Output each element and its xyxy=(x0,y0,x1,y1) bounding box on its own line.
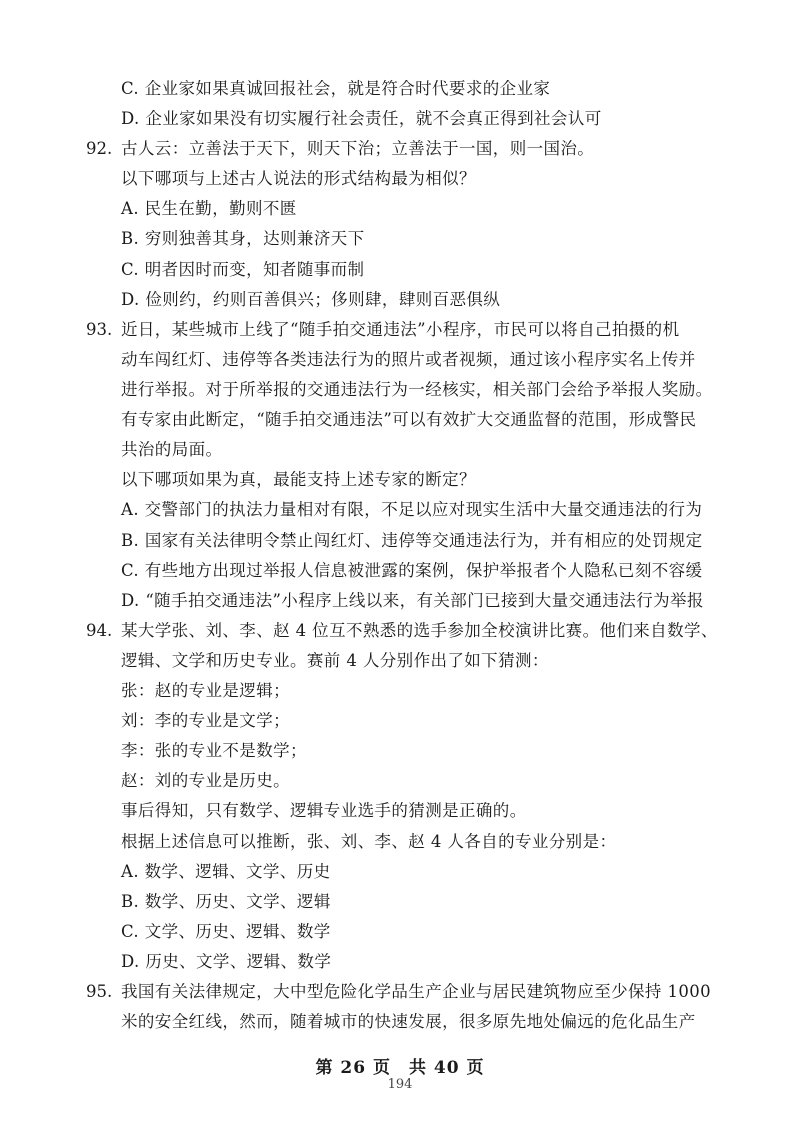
q94-condition: 事后得知，只有数学、逻辑专业选手的猜测是正确的。 xyxy=(121,801,527,820)
q93-question: 以下哪项如果为真，最能支持上述专家的断定？ xyxy=(121,470,476,489)
q94-guess-li: 李：张的专业不是数学； xyxy=(121,741,307,760)
q92-option-c: C. 明者因时而变，知者随事而制 xyxy=(121,260,365,279)
q94-guess-liu: 刘：李的专业是文学； xyxy=(121,711,290,730)
q93-stem-line: 共治的局面。 xyxy=(121,440,223,459)
q92-stem: 古人云：立善法于天下，则天下治；立善法于一国，则一国治。 xyxy=(121,139,595,158)
q93-option-a: A. 交警部门的执法力量相对有限，不足以应对现实生活中大量交通违法的行为 xyxy=(121,500,703,519)
q94-guess-zhao: 赵：刘的专业是历史。 xyxy=(121,771,290,790)
q94-stem-line: 某大学张、刘、李、赵 4 位互不熟悉的选手参加全校演讲比赛。他们来自数学、 xyxy=(121,621,718,640)
q91-option-d: D. 企业家如果没有切实履行社会责任，就不会真正得到社会认可 xyxy=(121,109,602,128)
q91-option-c: C. 企业家如果真诚回报社会，就是符合时代要求的企业家 xyxy=(121,79,551,98)
q93-option-b: B. 国家有关法律明令禁止闯红灯、违停等交通违法行为，并有相应的处罚规定 xyxy=(121,531,703,550)
page-label: 第 26 页 共 40 页 xyxy=(315,1058,485,1078)
q94-option-c: C. 文学、历史、逻辑、数学 xyxy=(121,922,331,941)
q93-option-d: D. “随手拍交通违法”小程序上线以来，有关部门已接到大量交通违法行为举报 xyxy=(121,591,704,610)
q94-stem-line: 逻辑、文学和历史专业。赛前 4 人分别作出了如下猜测： xyxy=(121,651,549,670)
page-number: 194 xyxy=(387,1077,413,1092)
q93-stem-line: 近日，某些城市上线了“随手拍交通违法”小程序，市民可以将自己拍摄的机 xyxy=(121,320,680,339)
q93-stem-line: 进行举报。对于所举报的交通违法行为一经核实，相关部门会给予举报人奖励。 xyxy=(121,380,713,399)
q95-stem-line: 我国有关法律规定，大中型危险化学品生产企业与居民建筑物应至少保持 1000 xyxy=(121,982,712,1001)
q93-number: 93. xyxy=(86,320,113,339)
q94-option-a: A. 数学、逻辑、文学、历史 xyxy=(121,862,331,881)
q95-number: 95. xyxy=(86,982,113,1001)
q92-option-a: A. 民生在勤，勤则不匮 xyxy=(121,199,297,218)
q94-number: 94. xyxy=(86,621,113,640)
q92-option-d: D. 俭则约，约则百善俱兴；侈则肆，肆则百恶俱纵 xyxy=(121,290,501,309)
q92-option-b: B. 穷则独善其身，达则兼济天下 xyxy=(121,229,365,248)
q94-option-b: B. 数学、历史、文学、逻辑 xyxy=(121,892,331,911)
q93-stem-line: 有专家由此断定，“随手拍交通违法”可以有效扩大交通监督的范围，形成警民 xyxy=(121,410,697,429)
q93-option-c: C. 有些地方出现过举报人信息被泄露的案例，保护举报者个人隐私已刻不容缓 xyxy=(121,561,703,580)
q95-stem-line: 米的安全红线，然而，随着城市的快速发展，很多原先地处偏远的危化品生产 xyxy=(121,1012,696,1031)
q94-guess-zhang: 张：赵的专业是逻辑； xyxy=(121,681,290,700)
q94-option-d: D. 历史、文学、逻辑、数学 xyxy=(121,952,332,971)
q92-question: 以下哪项与上述古人说法的形式结构最为相似？ xyxy=(121,169,476,188)
q93-stem-line: 动车闯红灯、违停等各类违法行为的照片或者视频，通过该小程序实名上传并 xyxy=(121,350,696,369)
q92-number: 92. xyxy=(86,139,113,158)
q94-question: 根据上述信息可以推断，张、刘、李、赵 4 人各自的专业分别是： xyxy=(121,832,617,851)
